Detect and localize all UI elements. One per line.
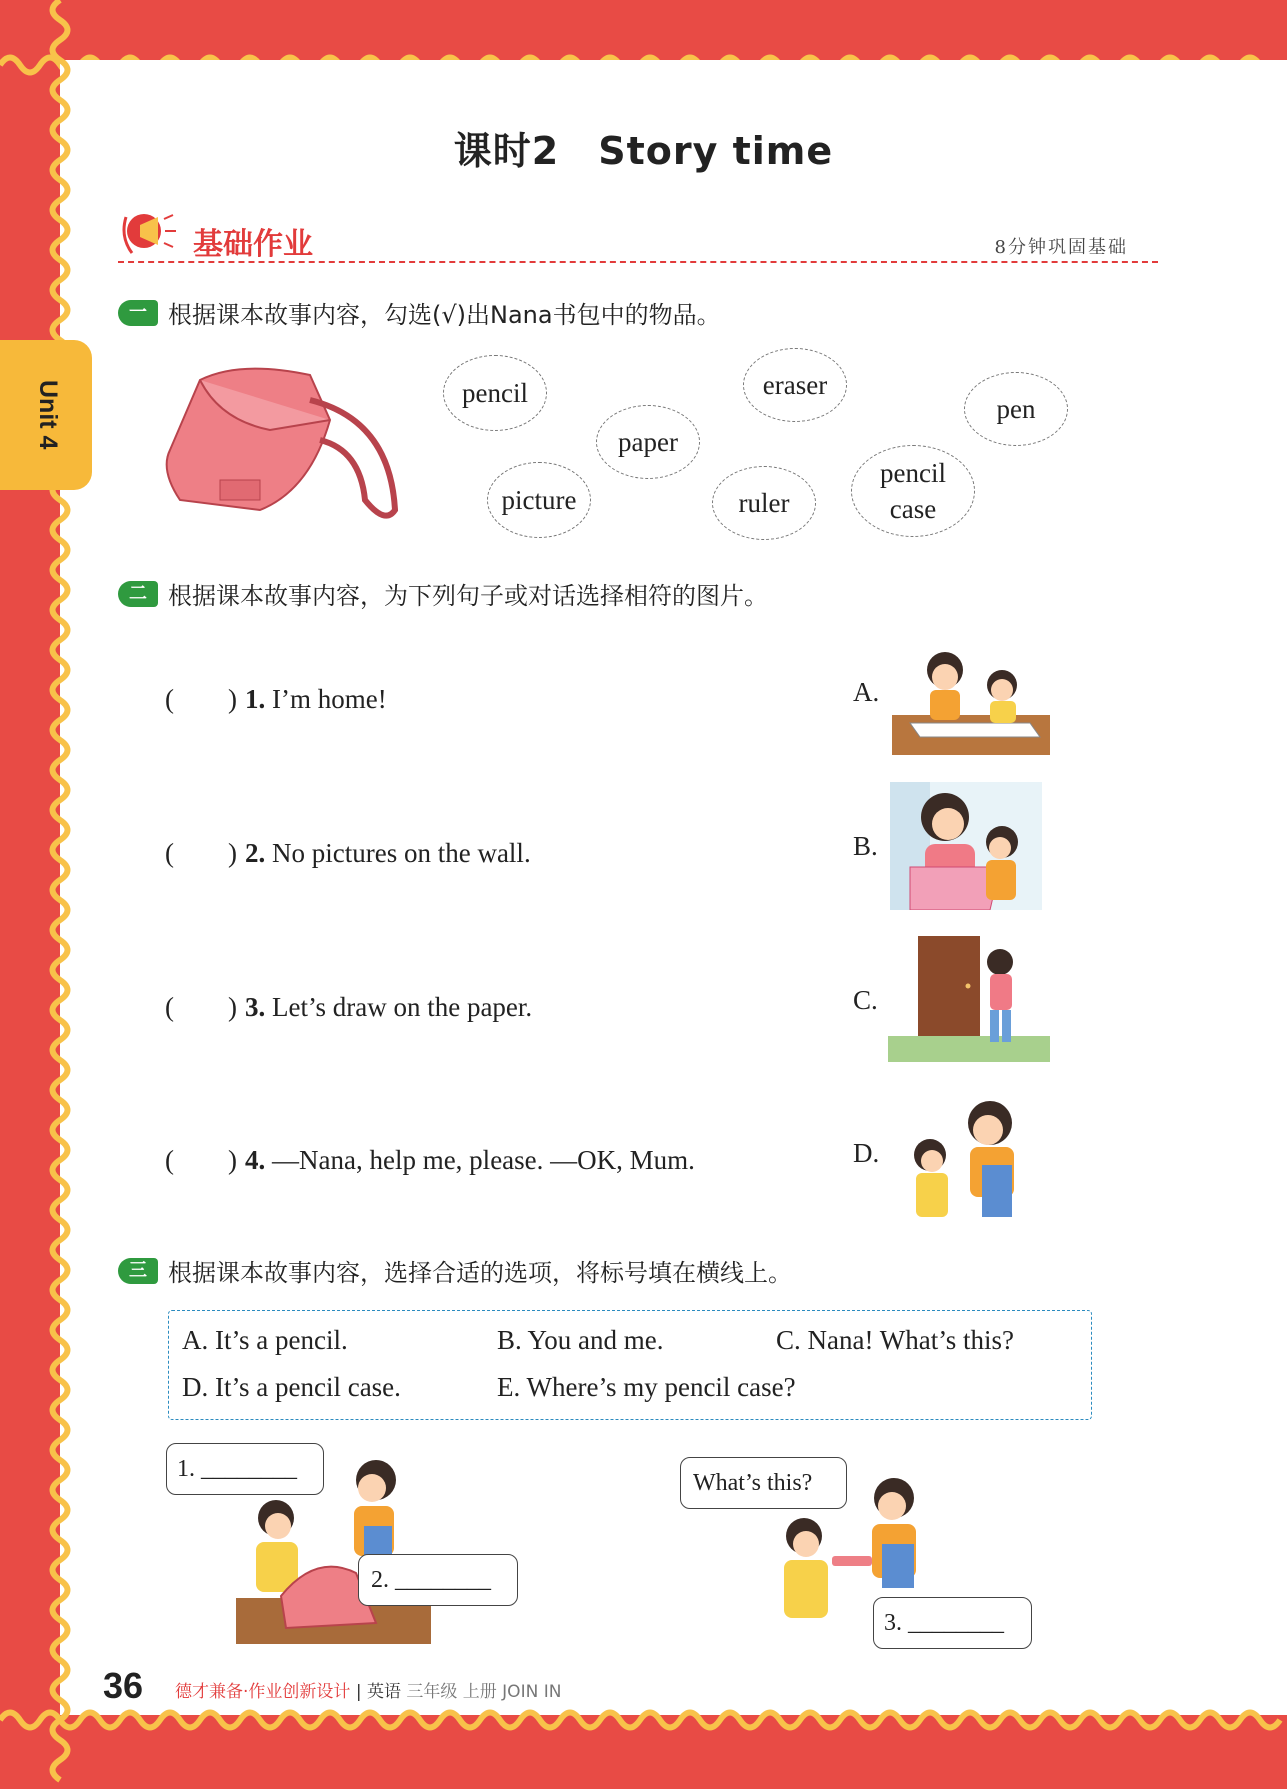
question-1-badge: 一 [118, 300, 158, 326]
match-row-1 [165, 677, 387, 716]
section-header [118, 205, 1158, 263]
picture-letter-a: A. [853, 677, 880, 707]
speech-bubble-1 [166, 1443, 324, 1495]
blank-1[interactable]: 1. ________ [177, 1456, 297, 1482]
footer-subject: 英语 [366, 1682, 401, 1702]
question-1-heading [118, 295, 721, 330]
speech-bubble-question [680, 1457, 847, 1509]
footer-grade: 三年级 [406, 1682, 458, 1702]
question-1-text: 根据课本故事内容，勾选(√)出Nana书包中的物品。 [168, 301, 721, 329]
unit-tab-label: Unit 4 [34, 380, 62, 450]
word-oval-eraser[interactable]: eraser [743, 348, 847, 422]
question-2-heading [118, 576, 768, 611]
item-number-1: 1. [245, 684, 266, 714]
page-number: 36 [103, 1665, 144, 1706]
picture-letter-c: C. [853, 985, 878, 1015]
picture-letter-b: B. [853, 831, 878, 861]
speech-question-text: What’s this? [693, 1470, 813, 1496]
picture-c-girl-at-door [888, 936, 1050, 1062]
picture-d-girl-and-boy [900, 1095, 1050, 1217]
item-number-2: 2. [245, 838, 266, 868]
item-text-3: Let’s draw on the paper. [265, 992, 533, 1022]
word-oval-pen[interactable]: pen [964, 372, 1068, 446]
word-oval-pencil-case[interactable]: pencil case [851, 445, 975, 537]
option-b: B. You and me. [497, 1325, 664, 1355]
word-oval-picture[interactable]: picture [487, 462, 591, 538]
option-e: E. Where’s my pencil case? [497, 1372, 796, 1402]
option-c: C. Nana! What’s this? [776, 1325, 1014, 1355]
picture-letter-d: D. [853, 1138, 880, 1168]
footer-term: 上册 [462, 1682, 497, 1702]
option-a: A. It’s a pencil. [182, 1325, 348, 1355]
question-3-badge: 三 [118, 1258, 158, 1284]
answer-blank-4[interactable]: ( ) [165, 1145, 237, 1175]
left-wavy-border [40, 0, 80, 1789]
question-2-text: 根据课本故事内容，为下列句子或对话选择相符的图片。 [168, 582, 768, 610]
match-row-4 [165, 1138, 695, 1177]
footer-series: 德才兼备·作业创新设计 [175, 1682, 351, 1702]
question-3-heading [118, 1253, 792, 1288]
answer-blank-2[interactable]: ( ) [165, 838, 237, 868]
word-oval-ruler[interactable]: ruler [712, 466, 816, 540]
section-title: 基础作业 [193, 227, 313, 262]
picture-a-kids-drawing [890, 645, 1052, 757]
question-3-text: 根据课本故事内容，选择合适的选项，将标号填在横线上。 [168, 1259, 792, 1287]
word-oval-pencil[interactable]: pencil [443, 355, 547, 431]
answer-blank-1[interactable]: ( ) [165, 684, 237, 714]
section-divider [118, 261, 1158, 263]
section-subtitle: 8分钟巩固基础 [994, 237, 1128, 258]
item-text-2: No pictures on the wall. [265, 838, 531, 868]
item-text-1: I’m home! [265, 684, 387, 714]
bottom-wavy-border [0, 1700, 1287, 1740]
blank-2[interactable]: 2. ________ [371, 1567, 491, 1593]
page-title: 课时2 Story time [453, 129, 834, 173]
picture-b-mom-and-girl [890, 782, 1042, 910]
footer-edition: JOIN IN [502, 1682, 562, 1702]
option-d: D. It’s a pencil case. [182, 1372, 401, 1402]
match-row-2 [165, 831, 531, 870]
blank-3[interactable]: 3. ________ [884, 1610, 1004, 1636]
question-2-badge: 二 [118, 581, 158, 607]
schoolbag-illustration [160, 360, 410, 530]
speech-bubble-2 [358, 1554, 518, 1606]
megaphone-icon [118, 207, 180, 257]
match-row-3 [165, 985, 532, 1024]
answer-blank-3[interactable]: ( ) [165, 992, 237, 1022]
item-text-4: —Nana, help me, please. —OK, Mum. [265, 1145, 695, 1175]
word-oval-paper[interactable]: paper [596, 405, 700, 479]
item-number-4: 4. [245, 1145, 266, 1175]
speech-bubble-3 [873, 1597, 1032, 1649]
footer-line: 德才兼备·作业创新设计 | 英语 三年级 上册 JOIN IN [175, 1682, 562, 1702]
item-number-3: 3. [245, 992, 266, 1022]
